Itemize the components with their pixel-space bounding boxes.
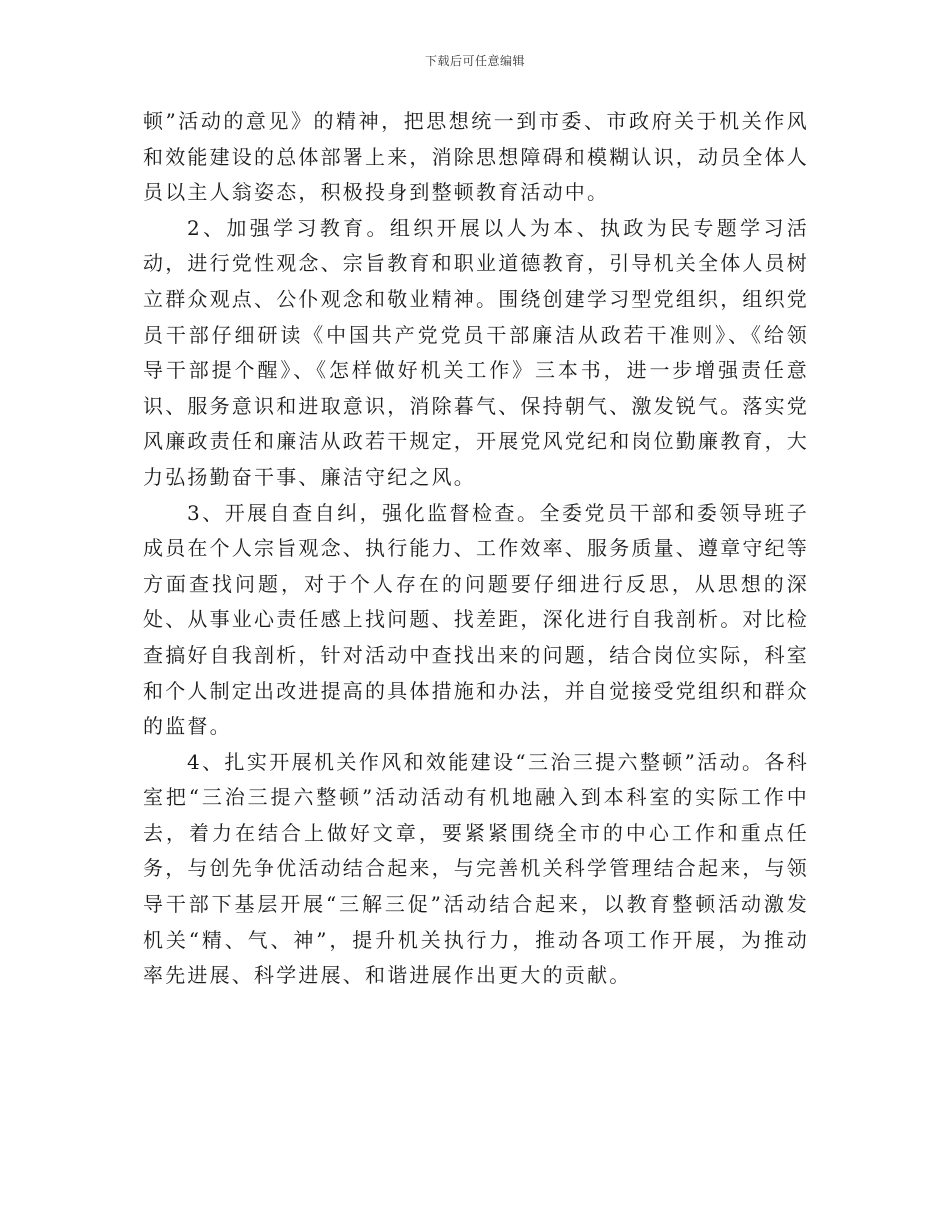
document-body [143, 104, 809, 994]
paragraph-continuation: 顿”活动的意见》的精神，把思想统一到市委、市政府关于机关作风和效能建设的总体部署上来，消除思想障碍和模糊认识，动员全体人员以主人翁姿态，积极投身到整顿教育活动中。 [143, 109, 809, 205]
page-header: 下载后可任意编辑 [424, 54, 525, 68]
paragraph-work-style-campaign: 4、扎实开展机关作风和效能建设“三治三提六整顿”活动。各科室把“三治三提六整顿”活动活动有机地融入到本科室的实际工作中去，着力在结合上做好文章，要紧紧围绕全市的中心工作和重点任务，与创先争优活动结合起来，与完善机关科学管理结合起来，与领导干部下基层开展“三解三促”活动结合起来，以教育整顿活动激发机关“精、气、神”，提升机关执行力，推动各项工作开展，为推动率先进展、科学进展、和谐进展作出更大的贡献。 [143, 749, 809, 988]
paragraph-study-education: 2、加强学习教育。组织开展以人为本、执政为民专题学习活动，进行党性观念、宗旨教育和职业道德教育，引导机关全体人员树立群众观点、公仆观念和敬业精神。围绕创建学习型党组织，组织党员干部仔细研读《中国共产党党员干部廉洁从政若干准则》、《给领导干部提个醒》、《怎样做好机关工作》三本书，进一步增强责任意识、服务意识和进取意识，消除暮气、保持朝气、激发锐气。落实党风廉政责任和廉洁从政若干规定，开展党风党纪和岗位勤廉教育，大力弘扬勤奋干事、廉洁守纪之风。 [143, 215, 809, 489]
paragraph-self-inspection: 3、开展自查自纠，强化监督检查。全委党员干部和委领导班子成员在个人宗旨观念、执行能力、工作效率、服务质量、遵章守纪等方面查找问题，对于个人存在的问题要仔细进行反思，从思想的深处、从事业心责任感上找问题、找差距，深化进行自我剖析。对比检查搞好自我剖析，针对活动中查找出来的问题，结合岗位实际，科室和个人制定出改进提高的具体措施和办法，并自觉接受党组织和群众的监督。 [143, 500, 809, 739]
